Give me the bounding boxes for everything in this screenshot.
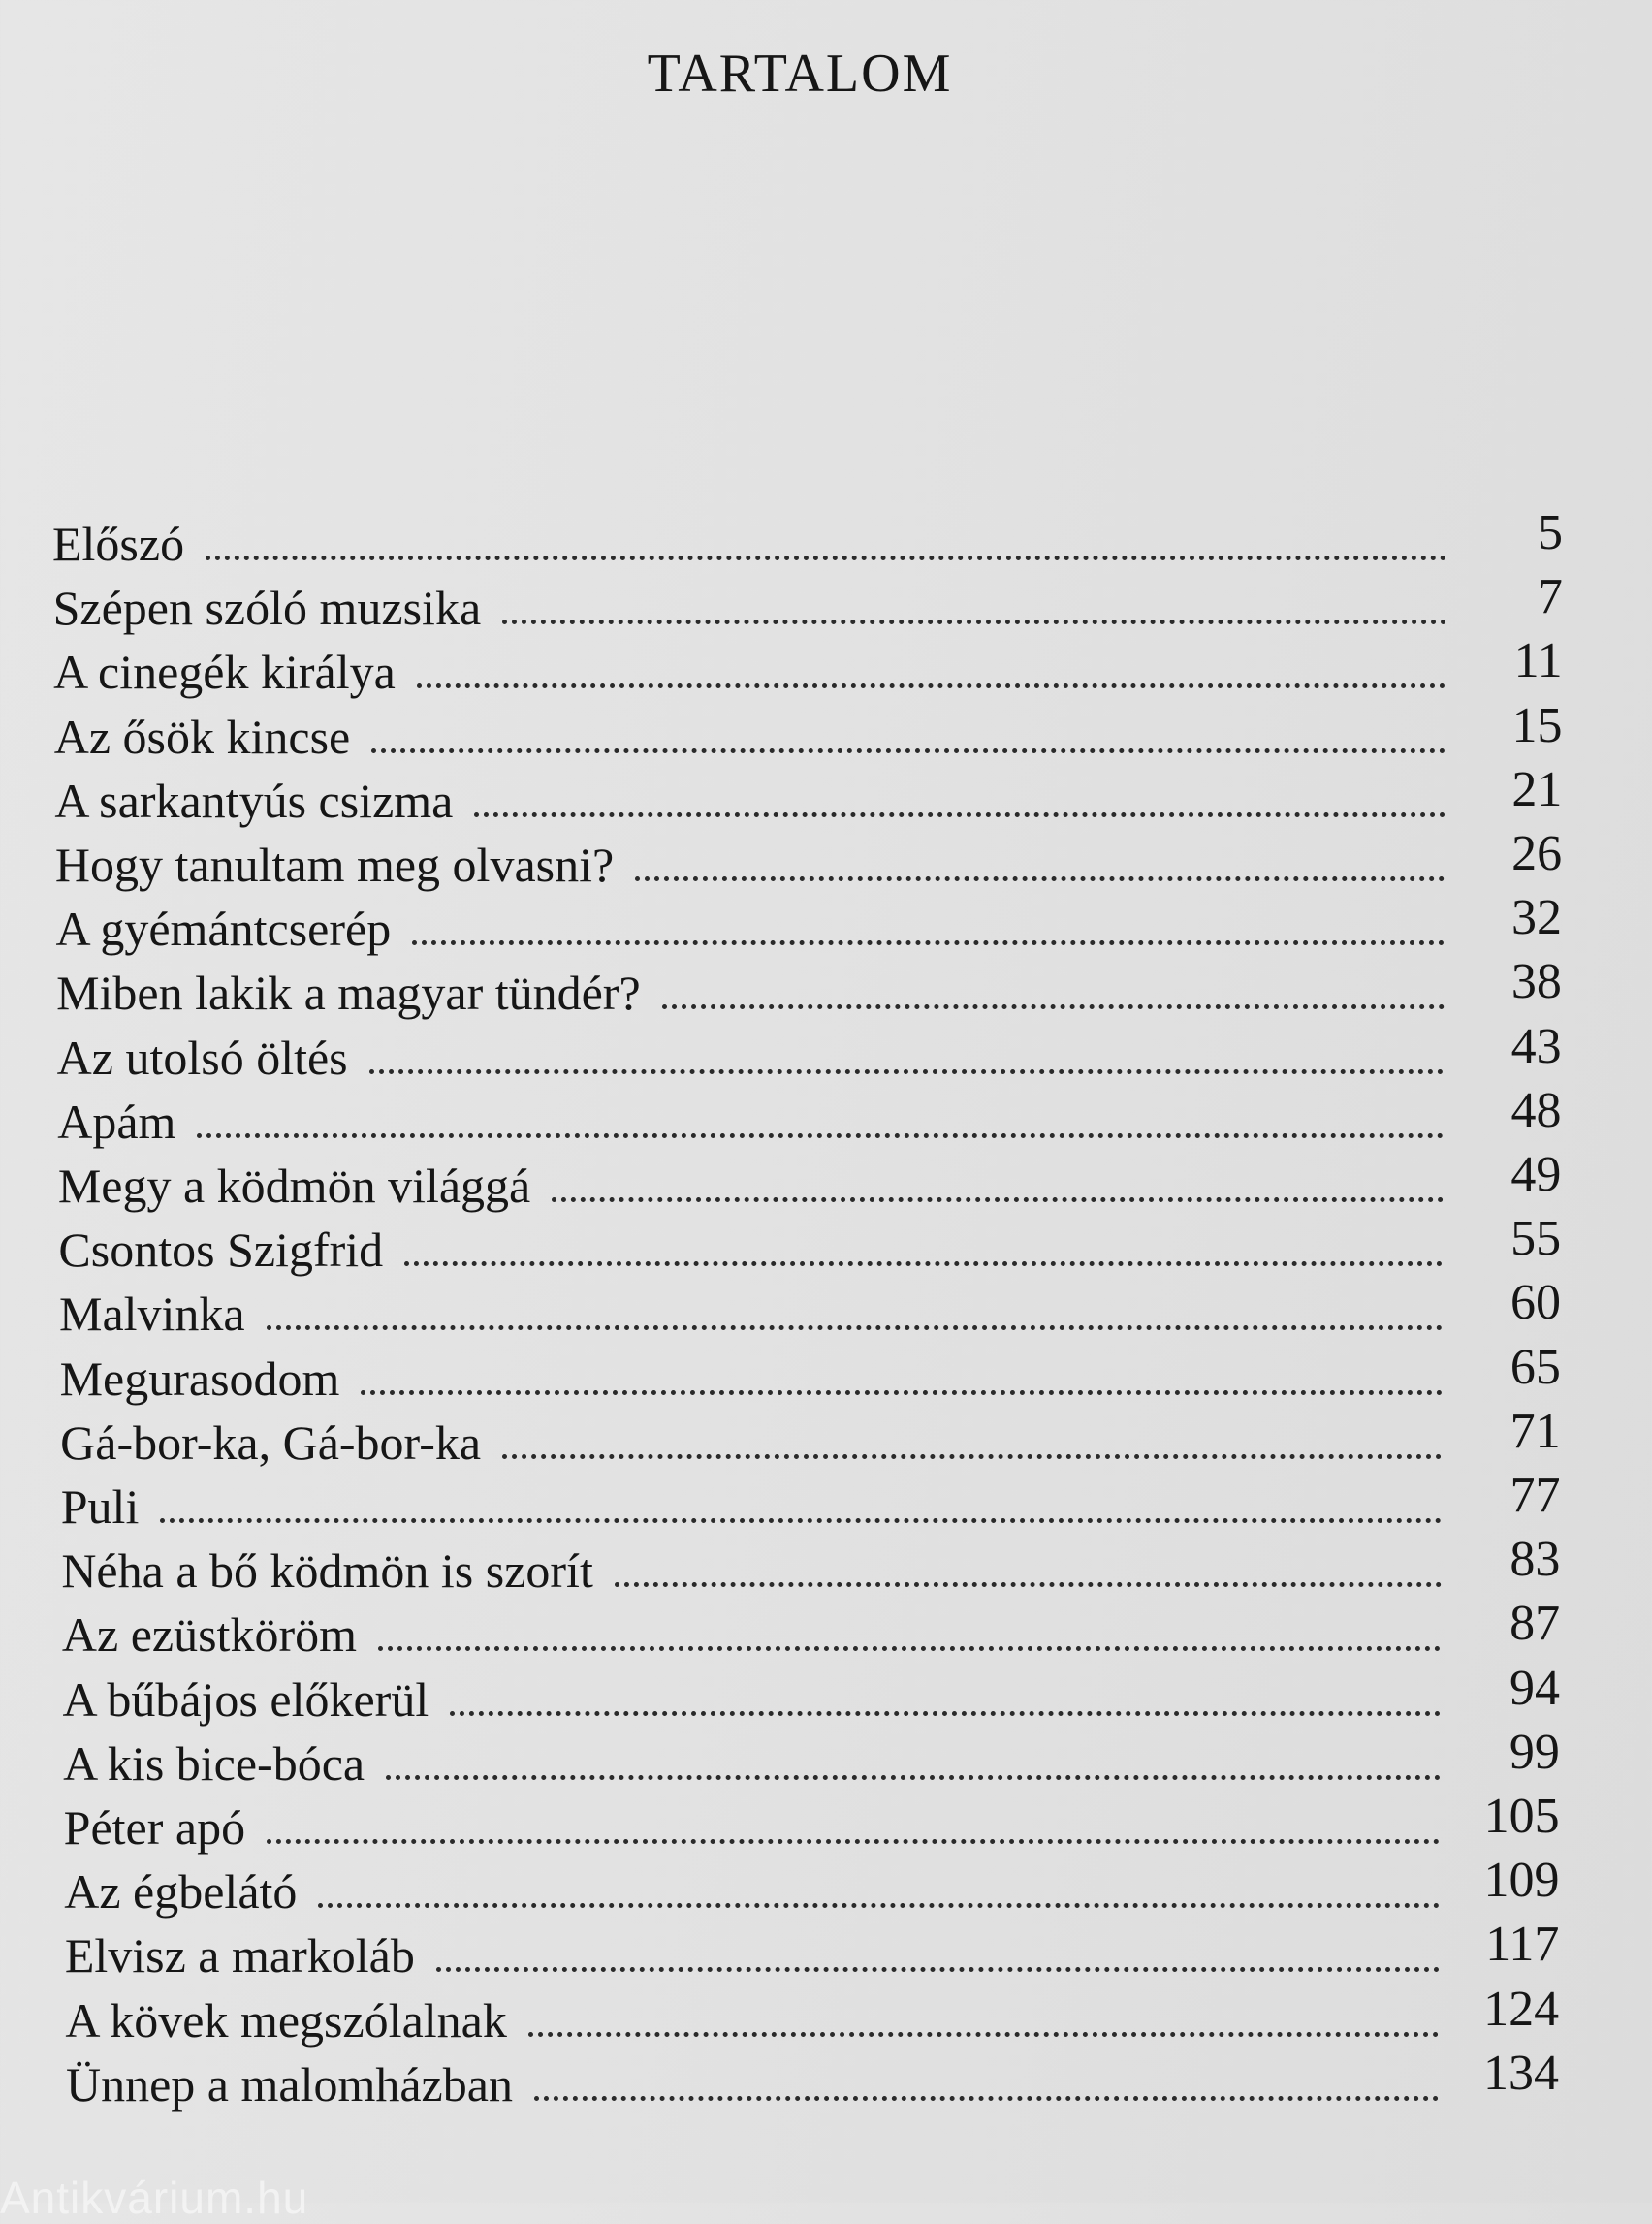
toc-dot-leader bbox=[450, 1711, 1441, 1716]
toc-dot-leader bbox=[404, 1261, 1443, 1266]
toc-entry-title: Megurasodom bbox=[59, 1350, 340, 1406]
toc-entry bbox=[55, 889, 1446, 957]
toc-dot-leader bbox=[318, 1903, 1440, 1908]
toc-entry bbox=[58, 1210, 1443, 1278]
toc-entry-page-number: 71 bbox=[1509, 1403, 1561, 1459]
toc-entry bbox=[57, 1082, 1444, 1149]
toc-entry-title: Puli bbox=[60, 1479, 140, 1534]
toc-entry-page-number: 32 bbox=[1511, 890, 1562, 946]
toc-entry-page-number: 38 bbox=[1510, 954, 1562, 1010]
toc-dot-leader bbox=[534, 2096, 1439, 2101]
toc-entry-page-number: 134 bbox=[1483, 2045, 1559, 2101]
toc-entry-page-number: 109 bbox=[1483, 1853, 1560, 1909]
toc-entry-page-number: 65 bbox=[1509, 1339, 1561, 1395]
toc-dot-leader bbox=[361, 1390, 1442, 1395]
toc-entry bbox=[59, 1339, 1443, 1406]
toc-dot-leader bbox=[197, 1133, 1444, 1138]
toc-entry bbox=[61, 1531, 1441, 1599]
toc-entry-page-number: 94 bbox=[1509, 1660, 1560, 1716]
toc-entry-title: A sarkantyús csizma bbox=[54, 773, 454, 828]
toc-entry bbox=[64, 1852, 1440, 1920]
toc-dot-leader bbox=[371, 748, 1446, 753]
toc-entry-title: Péter apó bbox=[63, 1800, 246, 1855]
toc-dot-leader bbox=[662, 1004, 1445, 1009]
toc-dot-leader bbox=[412, 940, 1445, 945]
toc-entry-title: Ünnep a malomházban bbox=[66, 2056, 513, 2112]
toc-entry bbox=[66, 2045, 1439, 2112]
toc-entry bbox=[63, 1788, 1441, 1855]
toc-entry-title: A kövek megszólalnak bbox=[65, 1992, 507, 2048]
toc-entry bbox=[65, 1981, 1439, 2048]
page-title: TARTALOM bbox=[647, 44, 953, 104]
toc-entry-page-number: 117 bbox=[1485, 1917, 1560, 1973]
toc-entry bbox=[56, 953, 1445, 1021]
toc-entry-title: Előszó bbox=[52, 517, 185, 571]
toc-entry-title: Gá-bor-ka, Gá-bor-ka bbox=[60, 1414, 482, 1470]
toc-entry bbox=[59, 1274, 1443, 1342]
toc-entry-title: Csontos Szigfrid bbox=[58, 1223, 384, 1278]
toc-entry bbox=[61, 1595, 1441, 1663]
toc-entry bbox=[53, 632, 1446, 700]
toc-entry bbox=[52, 568, 1446, 636]
toc-entry-title: Hogy tanultam meg olvasni? bbox=[54, 838, 615, 892]
toc-entry-title: Az ezüstköröm bbox=[61, 1607, 357, 1663]
toc-entry-page-number: 11 bbox=[1513, 633, 1563, 689]
toc-entry-page-number: 48 bbox=[1510, 1082, 1562, 1138]
toc-entry-title: Az ősök kincse bbox=[53, 709, 351, 764]
toc-dot-leader bbox=[436, 1967, 1440, 1972]
toc-entry-page-number: 15 bbox=[1511, 697, 1563, 753]
toc-entry-page-number: 21 bbox=[1511, 761, 1563, 817]
toc-entry-title: Az égbelátó bbox=[64, 1864, 298, 1920]
toc-entry-title: A cinegék királya bbox=[53, 645, 396, 700]
toc-dot-leader bbox=[417, 683, 1446, 688]
toc-dot-leader bbox=[615, 1582, 1442, 1587]
toc-entry-page-number: 87 bbox=[1509, 1596, 1561, 1652]
toc-entry-page-number: 99 bbox=[1509, 1724, 1560, 1780]
toc-entry-page-number: 55 bbox=[1510, 1211, 1562, 1267]
toc-dot-leader bbox=[267, 1839, 1440, 1844]
toc-entry-page-number: 7 bbox=[1537, 569, 1563, 625]
toc-entry bbox=[54, 761, 1445, 828]
toc-dot-leader bbox=[369, 1069, 1445, 1074]
toc-entry-page-number: 49 bbox=[1510, 1147, 1562, 1202]
toc-entry-page-number: 43 bbox=[1510, 1018, 1562, 1074]
toc-entry-title: Szépen szóló muzsika bbox=[52, 581, 482, 636]
toc-entry-page-number: 60 bbox=[1510, 1275, 1561, 1331]
toc-entry-title: A kis bice-bóca bbox=[63, 1735, 365, 1791]
toc-dot-leader bbox=[378, 1646, 1441, 1651]
toc-dot-leader bbox=[635, 876, 1445, 881]
toc-dot-leader bbox=[474, 812, 1445, 817]
toc-entry-page-number: 26 bbox=[1511, 826, 1563, 881]
toc-entry-title: A gyémántcserép bbox=[55, 902, 392, 957]
toc-entry-page-number: 83 bbox=[1509, 1532, 1561, 1588]
toc-dot-leader bbox=[528, 2032, 1439, 2037]
toc-entry bbox=[54, 825, 1445, 892]
toc-entry-title: Miben lakik a magyar tündér? bbox=[56, 966, 641, 1021]
toc-entry bbox=[60, 1403, 1442, 1470]
toc-entry bbox=[60, 1467, 1442, 1534]
toc-entry-title: Az utolsó öltés bbox=[56, 1030, 348, 1085]
toc-dot-leader bbox=[502, 1454, 1442, 1459]
toc-entry bbox=[64, 1916, 1440, 1984]
toc-entry bbox=[56, 1018, 1445, 1085]
toc-dot-leader bbox=[160, 1518, 1442, 1523]
toc-entry-page-number: 5 bbox=[1538, 505, 1563, 560]
toc-entry-page-number: 105 bbox=[1483, 1789, 1560, 1844]
toc-entry bbox=[57, 1146, 1444, 1213]
toc-entry bbox=[63, 1724, 1441, 1791]
toc-entry bbox=[52, 504, 1446, 571]
toc-entry-page-number: 77 bbox=[1509, 1468, 1561, 1523]
toc-dot-leader bbox=[502, 620, 1446, 624]
toc-entry-title: Malvinka bbox=[59, 1287, 245, 1342]
toc-entry-title: Apám bbox=[57, 1094, 176, 1149]
toc-entry-title: Néha a bő ködmön is szorít bbox=[61, 1543, 593, 1599]
watermark: Antikvárium.hu bbox=[0, 2173, 309, 2223]
toc-entry-page-number: 124 bbox=[1483, 1981, 1560, 2037]
toc-entry bbox=[53, 697, 1446, 764]
toc-entry-title: A bűbájos előkerül bbox=[62, 1671, 429, 1727]
toc-dot-leader bbox=[552, 1197, 1443, 1202]
toc-dot-leader bbox=[206, 556, 1446, 560]
toc-entry bbox=[62, 1660, 1442, 1727]
toc-entry-title: Elvisz a markoláb bbox=[64, 1928, 415, 1984]
toc-dot-leader bbox=[267, 1325, 1443, 1330]
toc-dot-leader bbox=[386, 1775, 1441, 1780]
toc-entry-title: Megy a ködmön világgá bbox=[57, 1159, 531, 1213]
